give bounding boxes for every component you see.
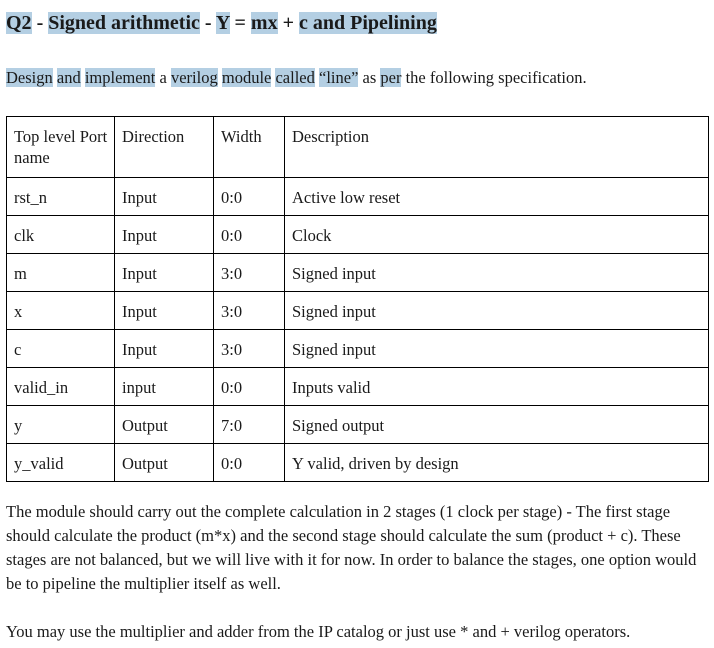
cell-direction: Output [115,406,214,444]
cell-description: Signed input [285,292,709,330]
cell-width: 7:0 [214,406,285,444]
cell-port-name: rst_n [7,178,115,216]
title-segment: - [199,12,216,34]
cell-direction: Input [115,254,214,292]
cell-width: 3:0 [214,292,285,330]
title-segment: Y [215,12,230,34]
port-table [6,116,709,482]
paragraph-stages: The module should carry out the complete calculation in 2 stages (1 clock per stage) - The first stage should calculate the product (m*x) and the second stage should calculate the sum (product + c). These stages are not balanced, but we will live with it for now. In order to balance the stages, one option would be to pipeline the multiplier itself as well. [6,502,697,593]
cell-port-name: c [7,330,115,368]
title-segment: + [277,12,299,34]
title-segment: mx [250,12,278,34]
header-direction: Direction [115,117,214,178]
cell-direction: Output [115,444,214,482]
cell-port-name: y_valid [7,444,115,482]
table-row [7,444,709,482]
header-width: Width [214,117,285,178]
intro-segment: called [275,68,315,87]
intro-segment: “line” [319,68,359,87]
cell-width: 3:0 [214,330,285,368]
cell-port-name: x [7,292,115,330]
intro-segment: and [56,68,81,87]
intro-segment: verilog [170,68,218,87]
header-port-name: Top level Port name [7,117,115,178]
cell-direction: Input [115,178,214,216]
header-description: Description [285,117,709,178]
intro-segment: the following specification. [401,68,587,87]
cell-direction: Input [115,216,214,254]
cell-width: 0:0 [214,444,285,482]
cell-description: Active low reset [285,178,709,216]
title-segment: Q2 [6,12,32,34]
cell-description: Signed input [285,254,709,292]
table-row [7,368,709,406]
cell-port-name: m [7,254,115,292]
cell-description: Signed output [285,406,709,444]
cell-width: 0:0 [214,216,285,254]
title-segment: - [31,12,49,34]
page-title [6,12,437,35]
intro-text [6,68,587,88]
intro-segment: implement [84,68,156,87]
cell-direction: input [115,368,214,406]
cell-port-name: valid_in [7,368,115,406]
title-segment: Signed arithmetic [48,12,200,34]
table-row [7,254,709,292]
table-row [7,406,709,444]
intro-segment: Design [6,68,53,87]
cell-port-name: y [7,406,115,444]
table-row [7,178,709,216]
cell-direction: Input [115,330,214,368]
cell-width: 3:0 [214,254,285,292]
cell-description: Signed input [285,330,709,368]
cell-direction: Input [115,292,214,330]
intro-segment: a [155,68,171,87]
intro-segment: per [380,68,402,87]
title-segment: = [229,12,251,34]
cell-description: Clock [285,216,709,254]
table-header-row [7,117,709,178]
paragraph-operators: You may use the multiplier and adder from the IP catalog or just use * and + verilog operators. [6,622,631,641]
cell-description: Y valid, driven by design [285,444,709,482]
intro-segment: as [358,68,381,87]
title-segment: c and Pipelining [299,12,437,34]
intro-segment: module [221,68,272,87]
table-row [7,330,709,368]
cell-width: 0:0 [214,368,285,406]
cell-port-name: clk [7,216,115,254]
cell-width: 0:0 [214,178,285,216]
table-row [7,292,709,330]
table-row [7,216,709,254]
cell-description: Inputs valid [285,368,709,406]
